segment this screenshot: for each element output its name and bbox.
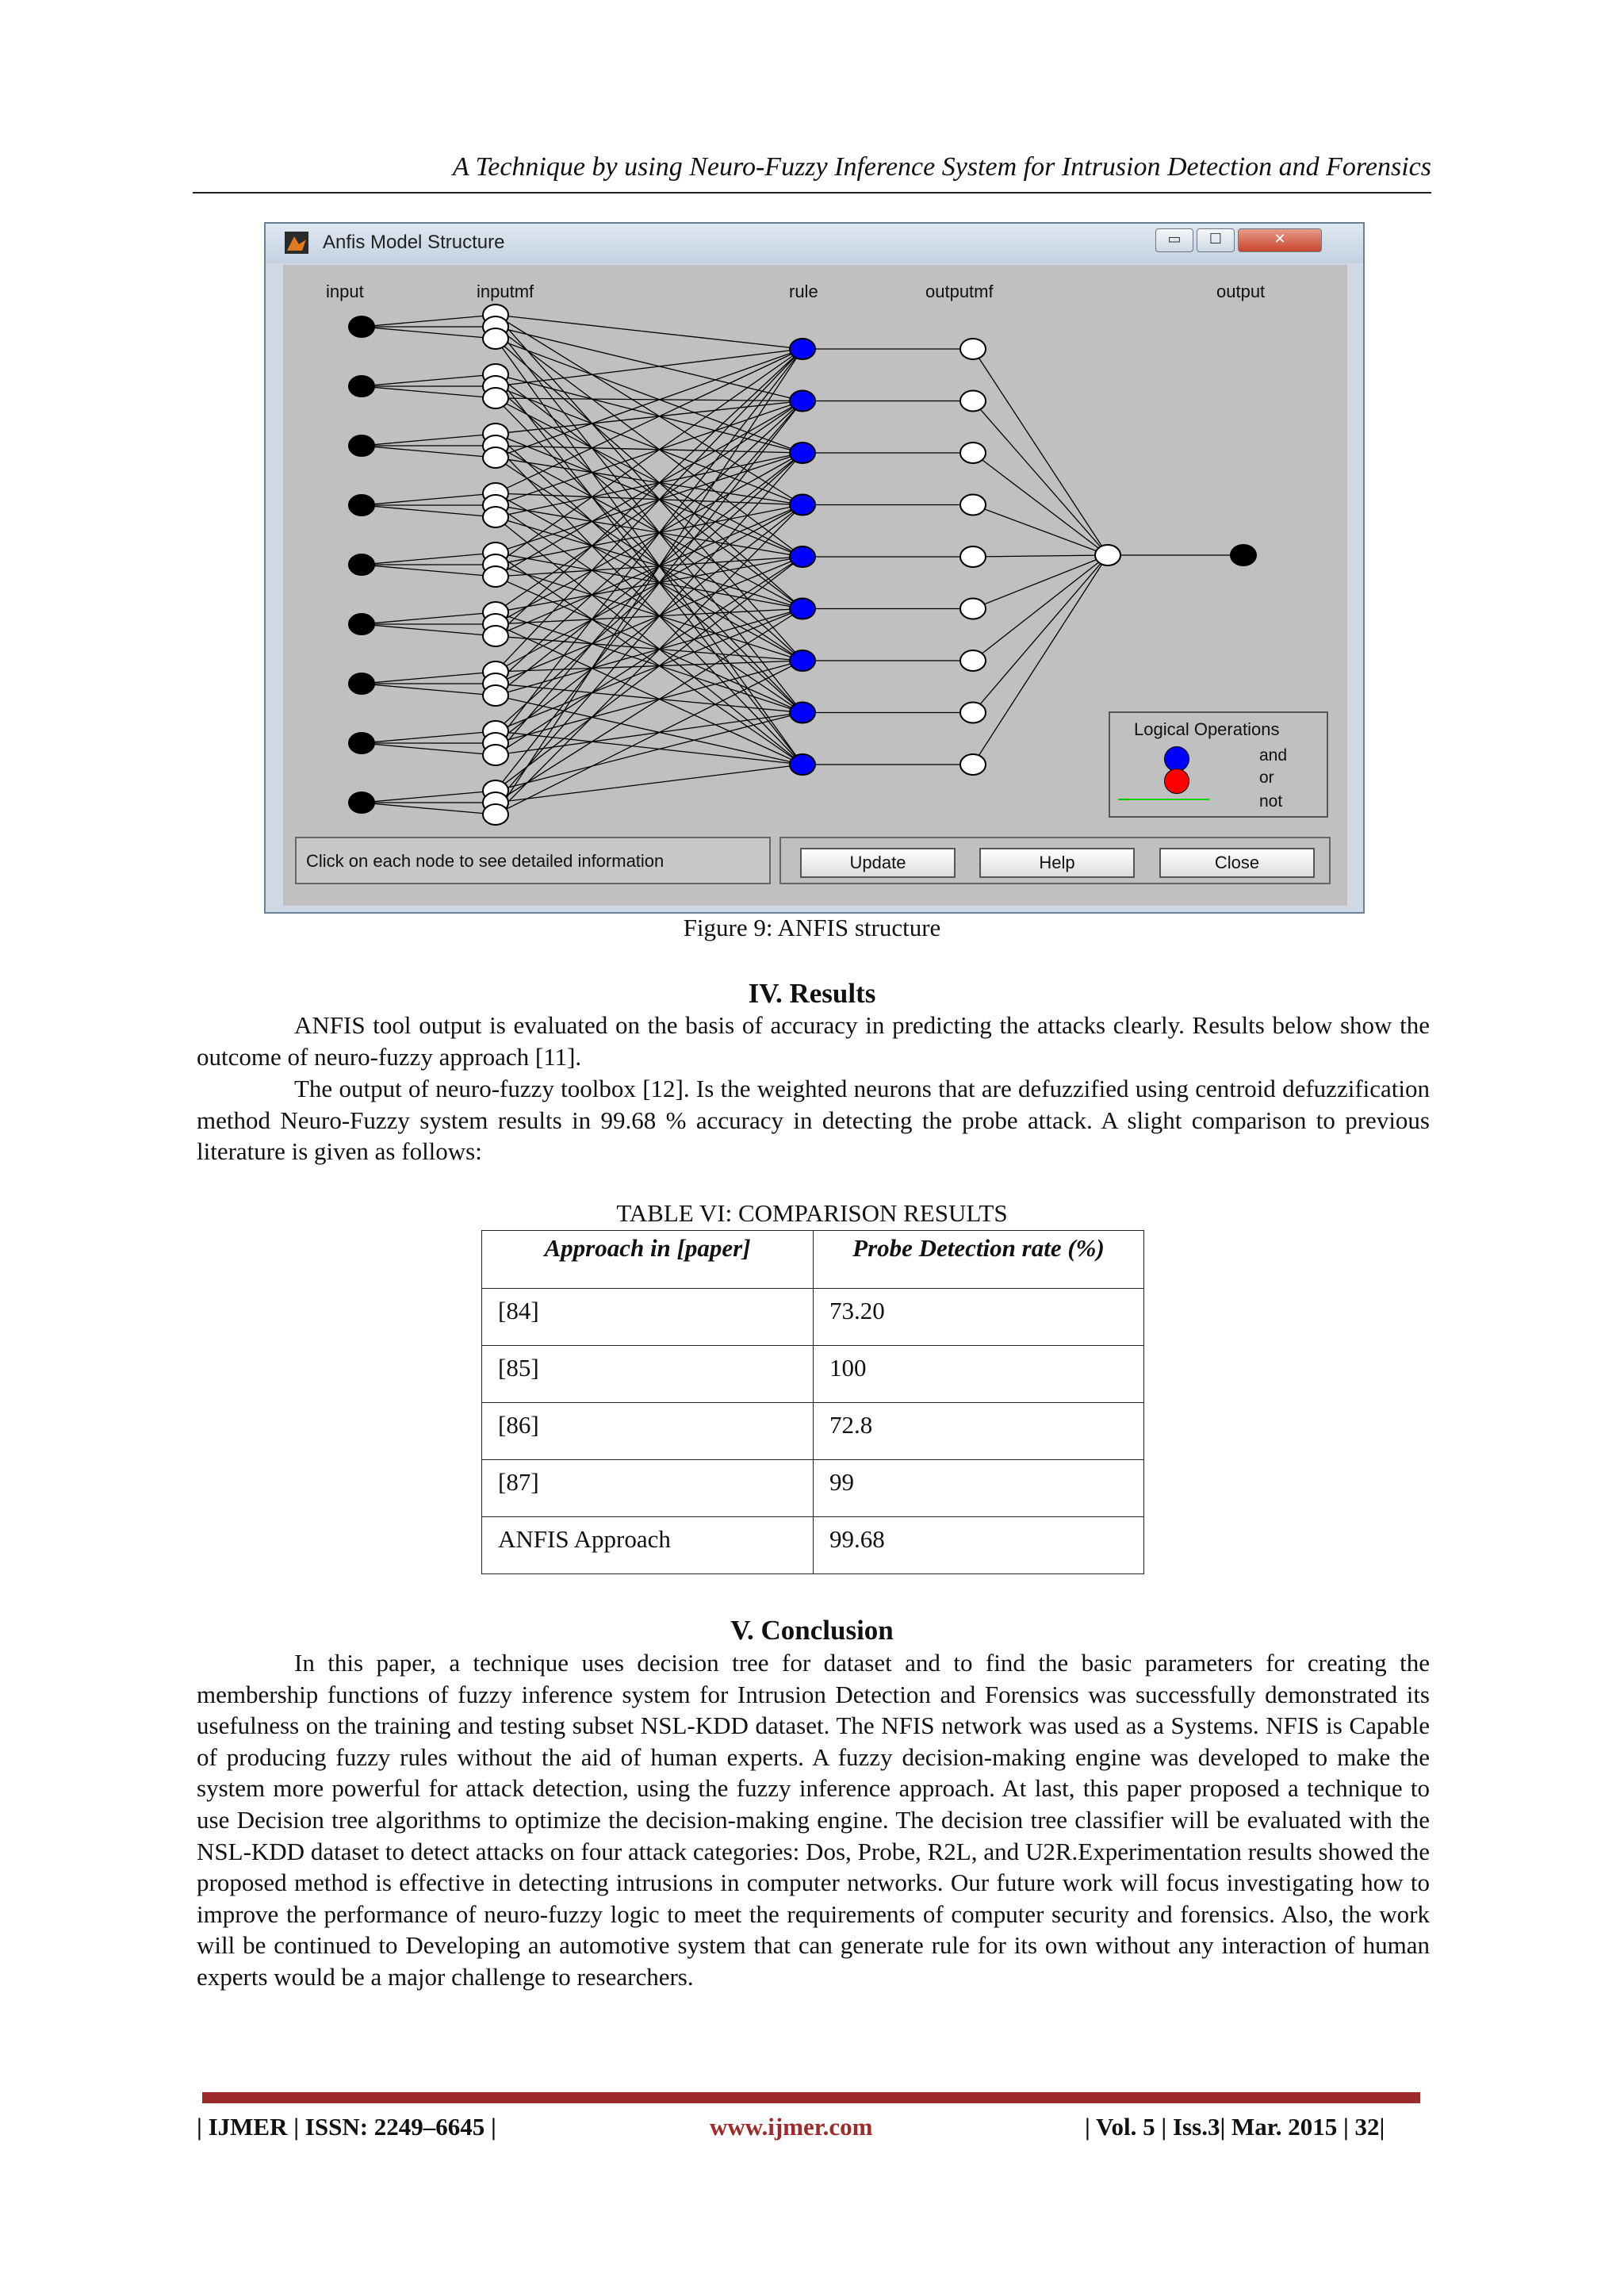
table-cell: 73.20 [814,1289,1144,1346]
rule-node[interactable] [790,599,815,619]
outputmf-to-sum-edge [973,453,1108,555]
output-node[interactable] [1231,545,1256,565]
mf-to-rule-edge [496,349,802,493]
mf-to-rule-edge [496,713,802,756]
mf-to-rule-edge [496,493,802,661]
inputmf-node[interactable] [483,685,508,706]
outputmf-to-sum-edge [973,505,1108,556]
mf-to-rule-edge [496,349,802,386]
mf-to-rule-edge [496,684,802,713]
input-to-mf-edge [362,684,496,696]
conclusion-paragraph-text: In this paper, a technique uses decision tree for dataset and to find the basic parameters for creating the membership functions of fuzzy inference system for Intrusion Detection and Forensics was successfully demonstrated its usefulness on the training and testing subset NSL-KDD dataset. The NFIS network was used as a Systems. NFIS is Capable of producing fuzzy rules without the aid of human experts. A fuzzy decision-making engine was developed to make the system more powerful for attack detection, using the fuzzy inference approach. At last, this paper proposed a technique to use Decision tree algorithms to optimize the decision-making engine. The decision tree classifier will be evaluated with the NSL-KDD dataset to detect attacks on four attack categories: Dos, Probe, R2L, and U2R.Experimentation results showed the proposed method is effective in detecting intrusions in computer networks. Our future work will focus investigating how to improve the performance of neuro-fuzzy logic to meet the requirements of computer security and forensics. Also, the work will be continued to Developing an automotive system that can generate rule for its own without any interaction of human experts would be a major challenge to researchers. [197,1649,1430,1991]
legend-not-label: not [1259,792,1283,811]
mf-to-rule-edge [496,327,802,401]
inputmf-node[interactable] [483,447,508,468]
window-close-button[interactable]: ✕ [1238,228,1322,252]
mf-to-rule-edge [496,624,802,765]
input-node[interactable] [349,673,374,694]
help-button[interactable]: Help [979,848,1135,878]
column-label-inputmf: inputmf [477,282,534,301]
inputmf-node[interactable] [483,745,508,765]
table-cell: 99 [814,1460,1144,1517]
table-cell: [87] [482,1460,814,1517]
table-row [482,1403,1144,1460]
conclusion-paragraph [197,1647,1430,1993]
mf-to-rule-edge [496,557,802,755]
inputmf-node[interactable] [483,507,508,527]
status-message: Click on each node to see detailed information [295,837,771,884]
table-header-cell: Approach in [paper] [482,1231,814,1289]
outputmf-node[interactable] [960,599,986,619]
input-to-mf-edge [362,315,496,327]
inputmf-node[interactable] [483,804,508,825]
legend-or-label: or [1259,769,1274,787]
column-label-rule: rule [789,282,818,301]
rule-node[interactable] [790,339,815,359]
outputmf-node[interactable] [960,443,986,463]
rule-node[interactable] [790,650,815,671]
table-cell: [84] [482,1289,814,1346]
mf-to-rule-edge [496,349,802,815]
table-row [482,1346,1144,1403]
table-cell: 72.8 [814,1403,1144,1460]
outputmf-to-sum-edge [973,555,1108,713]
input-to-mf-edge [362,565,496,577]
input-to-mf-edge [362,327,496,339]
rule-node[interactable] [790,754,815,775]
mf-to-rule-edge [496,458,802,505]
table-cell: [85] [482,1346,814,1403]
table-cell: [86] [482,1403,814,1460]
input-node[interactable] [349,316,374,337]
input-node[interactable] [349,435,374,456]
column-label-input: input [326,282,364,301]
table-row [482,1460,1144,1517]
mf-to-rule-edge [496,446,802,765]
table-cell: ANFIS Approach [482,1517,814,1574]
figure-caption: Figure 9: ANFIS structure [683,914,941,941]
footer-website-link[interactable]: www.ijmer.com [710,2113,873,2141]
results-paragraph-2-text: The output of neuro-fuzzy toolbox [12]. Is the weighted neurons that are defuzzified using centroid defuzzification method Neuro-Fuzzy system results in 99.68 % accuracy in detecting the probe attack. A slight comparison to previous literature is given as follows: [197,1075,1430,1166]
comparison-table [481,1230,1144,1574]
table-header-row [482,1231,1144,1289]
running-head: A Technique by using Neuro-Fuzzy Inference System for Intrusion Detection and Forensics [452,152,1431,182]
results-paragraph-2 [197,1073,1430,1167]
header-rule [193,192,1431,194]
rule-node[interactable] [790,391,815,412]
input-to-mf-edge [362,731,496,743]
not-line-icon [1118,799,1209,800]
results-heading: IV. Results [748,978,876,1009]
outputmf-to-sum-edge [973,555,1108,661]
input-to-mf-edge [362,743,496,755]
mf-to-rule-edge [496,713,802,792]
mf-to-rule-edge [496,327,802,713]
mf-to-rule-edge [496,557,802,684]
input-to-mf-edge [362,672,496,684]
input-to-mf-edge [362,505,496,517]
input-node[interactable] [349,495,374,516]
input-to-mf-edge [362,612,496,624]
input-to-mf-edge [362,803,496,815]
mf-to-rule-edge [496,339,802,453]
input-node[interactable] [349,554,374,575]
inputmf-node[interactable] [483,328,508,349]
outputmf-to-sum-edge [973,555,1108,609]
footer-journal-info: | IJMER | ISSN: 2249–6645 | [197,2113,496,2141]
mf-to-rule-edge [496,577,802,713]
conclusion-heading: V. Conclusion [730,1615,894,1646]
button-panel [779,837,1331,884]
table-title: TABLE VI: COMPARISON RESULTS [616,1199,1008,1227]
input-to-mf-edge [362,791,496,803]
input-to-mf-edge [362,374,496,386]
table-row [482,1517,1144,1574]
outputmf-node[interactable] [960,391,986,412]
table-row [482,1289,1144,1346]
mf-to-rule-edge [496,453,802,517]
outputmf-to-sum-edge [973,401,1108,556]
input-node[interactable] [349,733,374,753]
input-to-mf-edge [362,446,496,458]
mf-to-rule-edge [496,349,802,565]
rule-node[interactable] [790,495,815,516]
window-title: Anfis Model Structure [323,232,505,253]
outputmf-to-sum-edge [973,555,1108,557]
maximize-button[interactable]: ☐ [1197,228,1235,252]
results-paragraph-1-text: ANFIS tool output is evaluated on the basis of accuracy in predicting the attacks clearly. Results below show the outcome of neuro-fuzzy approach [11]. [197,1011,1430,1071]
rule-node[interactable] [790,443,815,463]
aggregation-node[interactable] [1095,545,1120,565]
outputmf-to-sum-edge [973,555,1108,765]
inputmf-node[interactable] [483,388,508,408]
mf-to-rule-edge [496,349,802,636]
results-paragraph-1 [197,1010,1430,1072]
input-to-mf-edge [362,553,496,565]
column-label-outputmf: outputmf [925,282,994,301]
outputmf-node[interactable] [960,754,986,775]
mf-to-rule-edge [496,636,802,661]
rule-node[interactable] [790,703,815,723]
update-button[interactable]: Update [800,848,956,878]
or-dot-icon [1164,769,1189,794]
mf-to-rule-edge [496,339,802,609]
input-to-mf-edge [362,493,496,505]
input-to-mf-edge [362,624,496,636]
table-cell: 99.68 [814,1517,1144,1574]
minimize-button[interactable]: ▭ [1155,228,1193,252]
close-button[interactable]: Close [1159,848,1315,878]
outputmf-node[interactable] [960,339,986,359]
outputmf-to-sum-edge [973,349,1108,555]
mf-to-rule-edge [496,731,802,765]
mf-to-rule-edge [496,765,802,803]
inputmf-node[interactable] [483,626,508,646]
outputmf-node[interactable] [960,546,986,567]
rule-node[interactable] [790,546,815,567]
input-to-mf-edge [362,434,496,446]
table-cell: 100 [814,1346,1144,1403]
outputmf-node[interactable] [960,703,986,723]
logical-operations-legend [1109,711,1328,818]
footer-rule [202,2092,1420,2103]
table-header-cell: Probe Detection rate (%) [814,1231,1144,1289]
outputmf-node[interactable] [960,650,986,671]
mf-to-rule-edge [496,401,802,435]
input-to-mf-edge [362,386,496,398]
legend-and-label: and [1259,746,1288,765]
inputmf-node[interactable] [483,566,508,587]
input-node[interactable] [349,792,374,813]
mf-to-rule-edge [496,398,802,557]
input-node[interactable] [349,376,374,397]
legend-title: Logical Operations [1134,719,1280,739]
column-label-output: output [1216,282,1266,301]
mf-to-rule-edge [496,398,802,401]
input-node[interactable] [349,614,374,634]
footer-issue-info: | Vol. 5 | Iss.3| Mar. 2015 | 32| [1085,2113,1385,2141]
outputmf-node[interactable] [960,495,986,516]
